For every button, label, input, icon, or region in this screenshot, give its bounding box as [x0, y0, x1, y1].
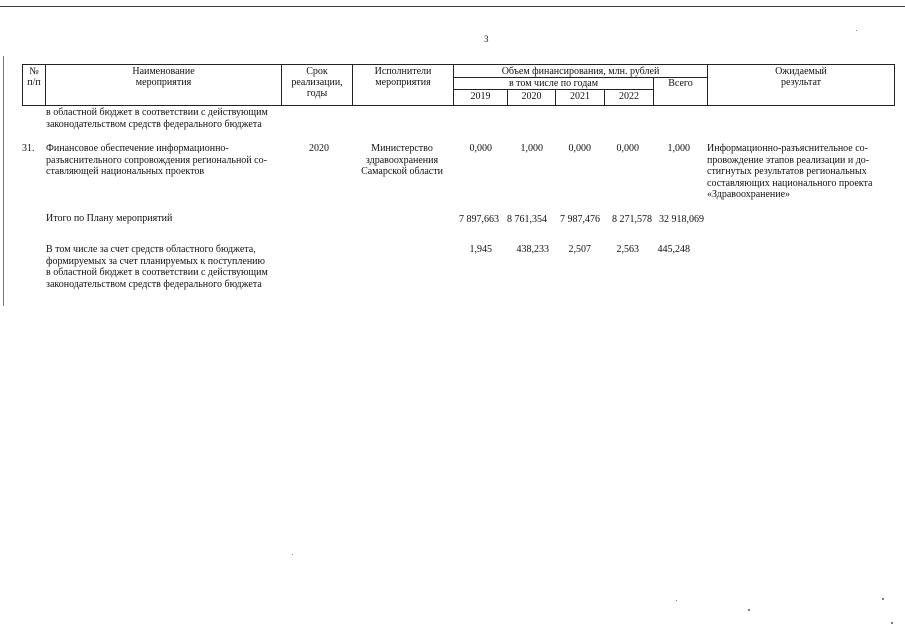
total-value-all: 32 918,069: [659, 214, 704, 225]
row31-term: 2020: [309, 143, 329, 154]
header-result: Ожидаемый результат: [775, 66, 827, 88]
row31-result: Информационно-разъяснительное со- провождение этапов реализации и до- стигнутых результатов региональных составляющих национального проекта «Здравоохранение»: [707, 143, 873, 200]
carryover-text: в областной бюджет в соответствии с действующим законодательством средств федерального бюджета: [46, 107, 268, 130]
including-value-2022: 2,563: [616, 244, 639, 255]
total-value-2022: 8 271,578: [612, 214, 652, 225]
row31-value-2020: 1,000: [520, 143, 543, 154]
scan-border-left: [3, 56, 4, 306]
table-header: [22, 64, 895, 106]
page-number: 3: [484, 34, 489, 44]
header-year-2021: 2021: [570, 91, 590, 102]
row31-value-total: 1,000: [667, 143, 690, 154]
row31-value-2021: 0,000: [568, 143, 591, 154]
scan-speck: [882, 598, 884, 600]
total-value-2020: 8 761,354: [507, 214, 547, 225]
row31-name: Финансовое обеспечение информационно- разъяснительного сопровождения региональной со- ставляющей национальных проектов: [46, 143, 267, 177]
including-value-2020: 438,233: [516, 244, 549, 255]
scan-speck: [856, 30, 857, 31]
total-value-2021: 7 987,476: [560, 214, 600, 225]
total-value-2019: 7 897,663: [459, 214, 499, 225]
scan-speck: [292, 554, 293, 555]
including-text: В том числе за счет средств областного бюджета, формируемых за счет планируемых к поступлению в областной бюджет в соответствии с действующим законодательством средств федерального бюджета: [46, 244, 268, 290]
total-label: Итого по Плану мероприятий: [46, 213, 173, 224]
header-year-2020: 2020: [521, 91, 542, 102]
header-term: Срок реализации, годы: [291, 66, 343, 99]
including-value-2021: 2,507: [568, 244, 591, 255]
header-executors: Исполнители мероприятия: [374, 66, 432, 88]
row31-executor: Министерство здравоохранения Самарской области: [361, 143, 443, 177]
including-value-2019: 1,945: [469, 244, 492, 255]
header-no: № п/п: [27, 66, 41, 88]
including-value-total: 445,248: [657, 244, 690, 255]
header-year-2022: 2022: [619, 91, 639, 102]
header-finance: Объем финансирования, млн. рублей: [501, 66, 660, 77]
header-total: Всего: [668, 78, 693, 89]
row31-value-2019: 0,000: [469, 143, 492, 154]
scan-border-top: [0, 6, 905, 7]
scan-speck: [748, 609, 750, 611]
row31-value-2022: 0,000: [616, 143, 639, 154]
scan-speck: [891, 622, 893, 624]
header-year-2019: 2019: [470, 91, 491, 102]
header-name: Наименование мероприятия: [132, 66, 195, 88]
row31-number: 31.: [22, 143, 35, 154]
scan-speck: [676, 600, 677, 601]
header-by-years: в том числе по годам: [508, 78, 599, 89]
